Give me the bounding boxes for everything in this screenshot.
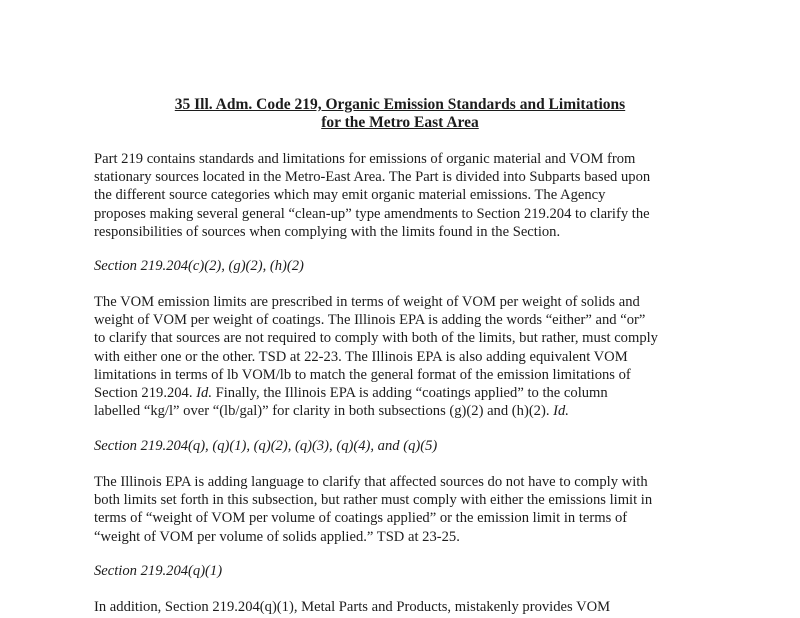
paragraph-line: the different source categories which may emit organic material emissions. The Agency xyxy=(94,187,606,204)
document-title xyxy=(0,96,800,132)
paragraph-line: responsibilities of sources when complying with the limits found in the Section. xyxy=(94,223,561,240)
paragraph-line: weight of VOM per weight of coatings. The Illinois EPA is adding the words “either” and “or” xyxy=(94,312,646,329)
paragraph-line: stationary sources located in the Metro-East Area. The Part is divided into Subparts based upon xyxy=(94,169,651,186)
id-citation: Id. xyxy=(196,385,212,402)
paragraph-line xyxy=(94,402,706,420)
paragraph-line xyxy=(94,384,706,402)
paragraph-line: “weight of VOM per volume of solids applied.” TSD at 23-25. xyxy=(94,528,460,545)
section-heading-2: Section 219.204(q), (q)(1), (q)(2), (q)(3), (q)(4), and (q)(5) xyxy=(94,438,438,454)
paragraph-line: The VOM emission limits are prescribed in terms of weight of VOM per weight of solids and xyxy=(94,294,640,310)
title-line-1: 35 Ill. Adm. Code 219, Organic Emission Standards and Limitations xyxy=(174,96,626,113)
paragraph-line: limitations in terms of lb VOM/lb to match the general format of the emission limitations of xyxy=(94,366,631,383)
intro-paragraph xyxy=(94,150,706,241)
section-3-paragraph xyxy=(94,598,706,616)
paragraph-line: proposes making several general “clean-up” type amendments to Section 219.204 to clarify the xyxy=(94,205,650,222)
paragraph-line: In addition, Section 219.204(q)(1), Metal Parts and Products, mistakenly provides VOM xyxy=(94,599,611,615)
paragraph-line: terms of “weight of VOM per volume of coatings applied” or the emission limit in terms of xyxy=(94,510,628,527)
section-2-paragraph xyxy=(94,473,706,546)
line-text: Finally, the Illinois EPA is adding “coatings applied” to the column xyxy=(211,385,608,402)
paragraph-line: both limits set forth in this subsection, but rather must comply with either the emissions limit in xyxy=(94,492,653,509)
paragraph-line: to clarify that sources are not required to comply with both of the limits, but rather, must comply xyxy=(94,330,658,347)
section-heading-3: Section 219.204(q)(1) xyxy=(94,563,223,579)
line-text: Section 219.204. xyxy=(94,385,197,402)
section-1-paragraph xyxy=(94,293,706,420)
paragraph-line: Part 219 contains standards and limitations for emissions of organic material and VOM from xyxy=(94,151,636,167)
section-heading-1: Section 219.204(c)(2), (g)(2), (h)(2) xyxy=(94,258,304,274)
paragraph-line: with either one or the other. TSD at 22-23. The Illinois EPA is also adding equivalent VOM xyxy=(94,348,628,365)
title-line-2: for the Metro East Area xyxy=(321,114,479,131)
id-citation: Id. xyxy=(553,403,569,420)
line-text: labelled “kg/l” over “(lb/gal)” for clarity in both subsections (g)(2) and (h)(2). xyxy=(94,403,554,420)
paragraph-line: The Illinois EPA is adding language to clarify that affected sources do not have to comply with xyxy=(94,474,648,490)
